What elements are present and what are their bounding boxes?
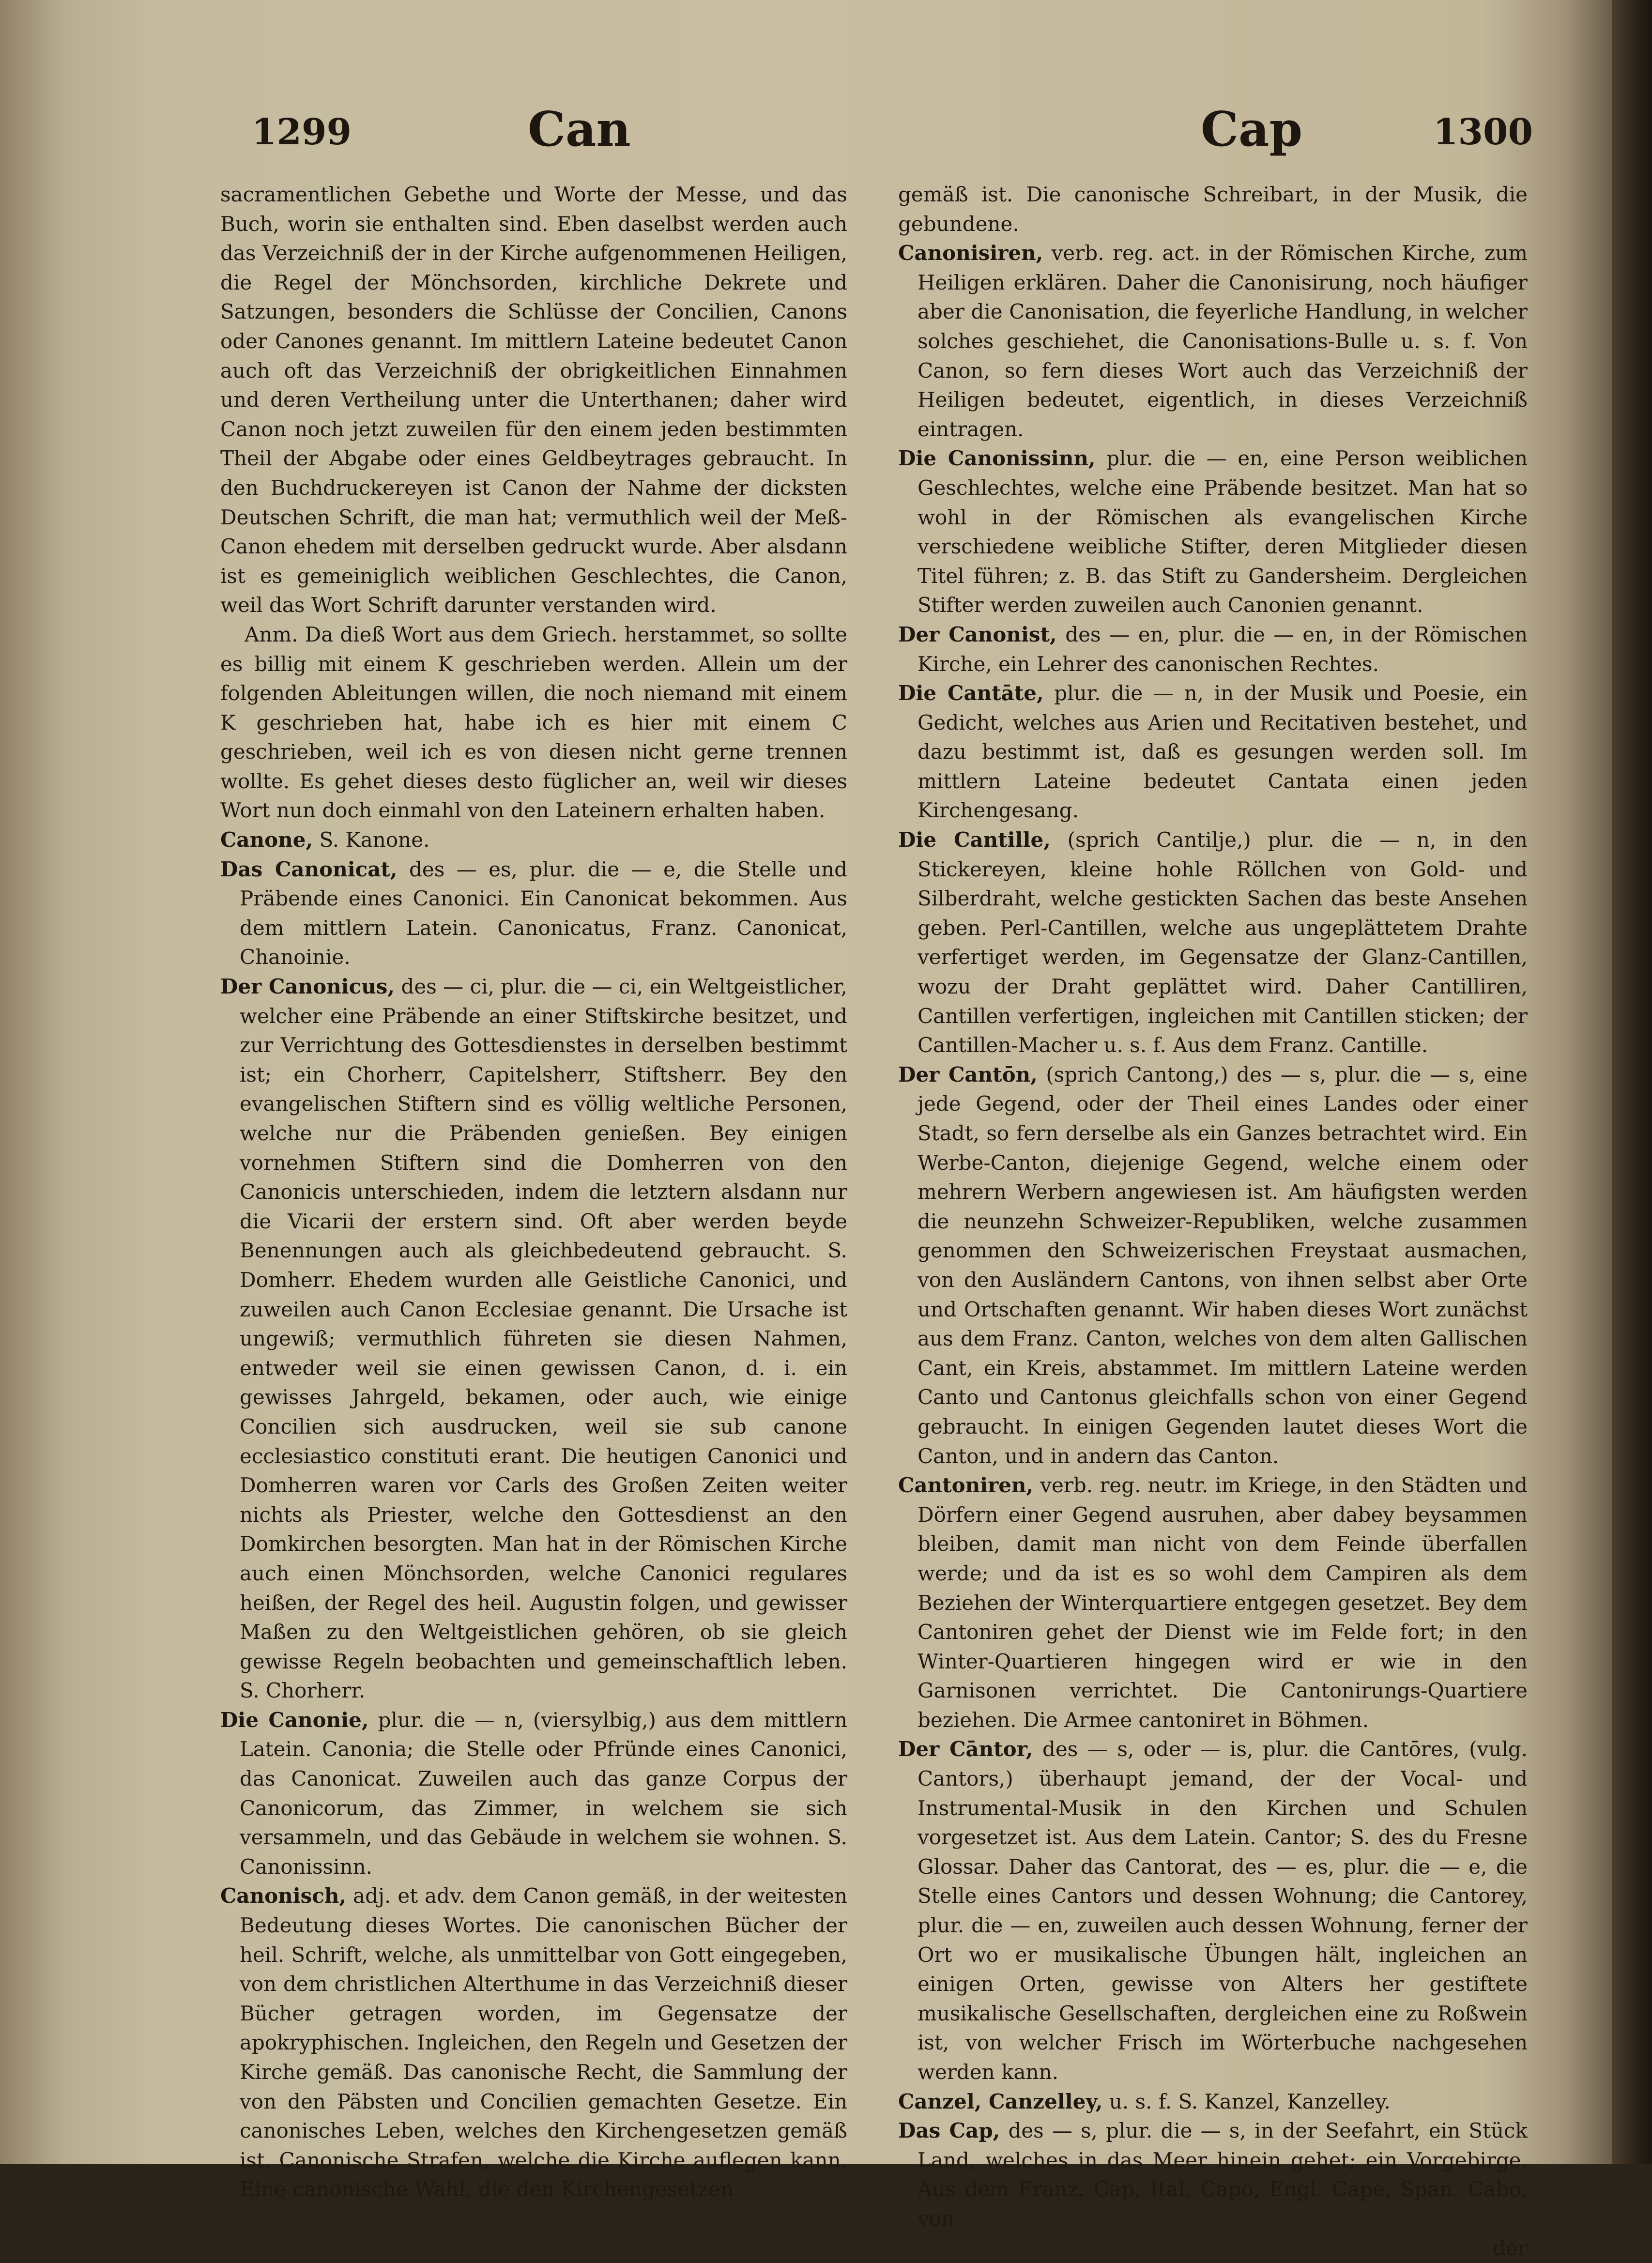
entry-text: plur. die — en, eine Person weiblichen Geschlechtes, welche eine Präbende besitzet. Man hat so wohl in der Römischen als evangelischen Kirche verschiedene weibliche Stifter, deren Mitglieder diesen Titel führen; z. B. das Stift zu Gandersheim. Dergleichen Stifter werden zuweilen auch Canonien genannt.: [918, 446, 1528, 617]
entry-headword: Das Canonicat,: [220, 857, 398, 881]
entry-headword: Canone,: [220, 828, 313, 852]
entry-text: plur. die — n, (viersylbig,) aus dem mittlern Latein. Canonia; die Stelle oder Pfründe eines Canonici, das Canonicat. Zuweilen auch das ganze Corpus der Canonicorum, das Zimmer, in welchem sie sich versammeln, und das Gebäude in welchem sie wohnen. S. Canonissinn.: [240, 1708, 847, 1879]
dictionary-entry: [898, 620, 1528, 679]
dictionary-entry: [898, 2116, 1528, 2233]
entry-text: plur. die — n, in der Musik und Poesie, ein Gedicht, welches aus Arien und Recitativen bestehet, und dazu bestimmt ist, daß es gesungen werden soll. Im mittlern Lateine bedeutet Cantata einen jeden Kirchengesang.: [918, 681, 1528, 823]
dictionary-entry: [898, 826, 1528, 1060]
entry-headword: Canzel, Canzelley,: [898, 2089, 1103, 2113]
entry-headword: Die Cantille,: [898, 828, 1051, 852]
entry-text: adj. et adv. dem Canon gemäß, in der weitesten Bedeutung dieses Wortes. Die canonischen Bücher der heil. Schrift, welche, als unmittelbar von Gott eingegeben, von dem christlichen Alterthume in das Verzeichniß dieser Bücher getragen worden, im Gegensatze der apokryphischen. Ingleichen, den Regeln und Gesetzen der Kirche gemäß. Das canonische Recht, die Sammlung der von den Päbsten und Concilien gemachten Gesetze. Ein canonisches Leben, welches den Kirchengesetzen gemäß ist. Canonische Strafen, welche die Kirche auflegen kann. Eine canonische Wahl, die den Kirchengesetzen: [240, 1884, 847, 2202]
left-head-word: Can: [528, 102, 631, 157]
dictionary-entry: [898, 2087, 1528, 2117]
entry-text: des — es, plur. die — e, die Stelle und Präbende eines Canonici. Ein Canonicat bekommen. Aus dem mittlern Latein. Canonicatus, Franz. Canonicat, Chanoinie.: [240, 857, 847, 969]
entry-text: S. Kanone.: [319, 828, 430, 852]
dictionary-entry: [898, 239, 1528, 444]
entry-headword: Die Canonissinn,: [898, 446, 1096, 471]
entry-headword: Der Canonist,: [898, 622, 1057, 646]
entry-headword: Die Cantāte,: [898, 681, 1044, 705]
dictionary-entry: [898, 1735, 1528, 2087]
dictionary-entry: [898, 1060, 1528, 1471]
entry-text: des — s, plur. die — s, in der Seefahrt, ein Stück Land, welches in das Meer hinein gehet; ein Vorgebirge. Aus dem Franz. Cap, Ital. Capo, Engl. Cape, Span. Cabo, von: [918, 2119, 1528, 2231]
entry-text: des — ci, plur. die — ci, ein Weltgeistlicher, welcher eine Präbende an einer Stiftskirche besitzet, und zur Verrichtung des Gottesdienstes in derselben bestimmt ist; ein Chorherr, Capitelsherr, Stiftsherr. Bey den evangelischen Stiftern sind es völlig weltliche Personen, welche nur die Präbenden genießen. Bey einigen vornehmen Stiftern sind die Domherren von den Canonicis unterschieden, indem die letztern alsdann nur die Vicarii der erstern sind. Oft aber werden beyde Benennungen auch als gleichbedeutend gebraucht. S. Domherr. Ehedem wurden alle Geistliche Canonici, und zuweilen auch Canon Ecclesiae genannt. Die Ursache ist ungewiß; vermuthlich führeten sie diesen Nahmen, entweder weil sie einen gewissen Canon, d. i. ein gewisses Jahrgeld, bekamen, oder auch, wie einige Concilien sich ausdrucken, weil sie sub canone ecclesiastico constituti erant. Die heutigen Canonici und Domherren waren vor Carls des Großen Zeiten weiter nichts als Priester, welche den Gottesdienst an den Domkirchen besorgten. Man hat in der Römischen Kirche auch einen Mönchsorden, welche Canonici regulares heißen, der Regel des heil. Augustin folgen, und gewisser Maßen zu den Weltgeistlichen gehören, ob sie gleich gewisse Regeln beobachten und gemeinschaftlich leben. S. Chorherr.: [240, 975, 848, 1703]
right-column: [898, 180, 1528, 2263]
entry-headword: Cantoniren,: [898, 1473, 1034, 1498]
entry-headword: Die Canonie,: [220, 1708, 369, 1732]
entry-text: des — s, oder — is, plur. die Cantōres, (vulg. Cantors,) überhaupt jemand, der der Vocal- und Instrumental-Musik in den Kirchen und Schulen vorgesetzet ist. Aus dem Latein. Cantor; S. des du Fresne Glossar. Daher das Cantorat, des — es, plur. die — e, die Stelle eines Cantors und dessen Wohnung; die Cantorey, plur. die — en, zuweilen auch dessen Wohnung, ferner der Ort wo er musikalische Übungen hält, ingleichen an einigen Orten, gewisse von Alters her gestiftete musikalische Gesellschaften, dergleichen eine zu Roßwein ist, von welcher Frisch im Wörterbuche nachgesehen werden kann.: [918, 1737, 1528, 2084]
catchword: der: [1493, 2236, 1528, 2260]
entry-headword: Der Cāntor,: [898, 1737, 1033, 1761]
entry-headword: Canonisch,: [220, 1884, 347, 1908]
entry-text: verb. reg. neutr. im Kriege, in den Städten und Dörfern einer Gegend ausruhen, aber dabey beysammen bleiben, damit man nicht von dem Feinde überfallen werde; und da ist es so wohl dem Campiren als dem Beziehen der Winterquartiere entgegen gesetzet. Bey dem Cantoniren gehet der Dienst wie im Felde fort; in den Winter-Quartieren hingegen wird er wie in den Garnisonen verrichtet. Die Cantonirungs-Quartiere beziehen. Die Armee cantoniret in Böhmen.: [918, 1473, 1528, 1732]
dictionary-entry: [898, 444, 1528, 620]
note-paragraph: Anm. Da dieß Wort aus dem Griech. herstammet, so sollte es billig mit einem K geschrieben werden. Allein um der folgenden Ableitungen willen, die noch niemand mit einem K geschrieben hat, habe ich es hier mit einem C geschrieben, weil ich es von diesen nicht gerne trennen wollte. Es gehet dieses desto füglicher an, weil wir dieses Wort nun doch einmahl von den Lateinern erhalten haben.: [220, 622, 847, 823]
entry-headword: Der Cantōn,: [898, 1062, 1038, 1086]
dictionary-entry: [220, 1881, 847, 2204]
entry-text: (sprich Cantong,) des — s, plur. die — s, eine jede Gegend, oder der Theil eines Landes oder einer Stadt, so fern derselbe als ein Ganzes betrachtet wird. Ein Werbe-Canton, diejenige Gegend, welche einem oder mehrern Werbern angewiesen ist. Am häufigsten werden die neunzehn Schweizer-Republiken, welche zusammen genommen den Schweizerischen Freystaat ausmachen, von den Ausländern Cantons, von ihnen selbst aber Orte und Ortschaften genannt. Wir haben dieses Wort zunächst aus dem Franz. Canton, welches von dem alten Gallischen Cant, ein Kreis, abstammet. Im mittlern Lateine werden Canto und Cantonus gleichfalls schon von einer Gegend gebraucht. In einigen Gegenden lautet dieses Wort die Canton, und in andern das Canton.: [918, 1062, 1528, 1468]
left-page-number: 1299: [252, 111, 352, 153]
dictionary-entry: [220, 826, 847, 855]
entry-text: des — en, plur. die — en, in der Römischen Kirche, ein Lehrer des canonischen Rechtes.: [918, 622, 1528, 676]
book-spine: [1612, 0, 1652, 2164]
dictionary-entry: [220, 1706, 847, 1882]
entry-text: verb. reg. act. in der Römischen Kirche, zum Heiligen erklären. Daher die Canonisirung, noch häufiger aber die Canonisation, die feyerliche Handlung, in welcher solches geschiehet, die Canonisations-Bulle u. s. f. Von Canon, so fern dieses Wort auch das Verzeichniß der Heiligen bedeutet, eigentlich, in dieses Verzeichniß eintragen.: [918, 241, 1528, 441]
entry-headword: Das Cap,: [898, 2119, 1000, 2143]
left-column: [220, 180, 847, 2204]
right-page-number: 1300: [1433, 111, 1533, 153]
entry-continuation: gemäß ist. Die canonische Schreibart, in der Musik, die gebundene.: [898, 183, 1528, 236]
entry-text: u. s. f. S. Kanzel, Kanzelley.: [1109, 2089, 1391, 2113]
dictionary-entry: [898, 1471, 1528, 1735]
dictionary-entry: [898, 679, 1528, 826]
entry-continuation: sacramentlichen Gebethe und Worte der Messe, und das Buch, worin sie enthalten sind. Eben daselbst werden auch das Verzeichniß der in der Kirche aufgenommenen Heiligen, die Regel der Mönchsorden, kirchliche Dekrete und Satzungen, besonders die Schlüsse der Concilien, Canons oder Canones genannt. Im mittlern Lateine bedeutet Canon auch oft das Verzeichniß der obrigkeitlichen Einnahmen und deren Vertheilung unter die Unterthanen; daher wird Canon noch jetzt zuweilen für den einem jeden bestimmten Theil der Abgabe oder eines Geldbeytrages gebraucht. In den Buchdruckereyen ist Canon der Nahme der dicksten Deutschen Schrift, die man hat; vermuthlich weil der Meß-Canon ehedem mit derselben gedruckt wurde. Aber alsdann ist es gemeiniglich weiblichen Geschlechtes, die Canon, weil das Wort Schrift darunter verstanden wird.: [220, 183, 847, 617]
entry-headword: Canonisiren,: [898, 241, 1043, 265]
entry-headword: Der Canonicus,: [220, 975, 395, 999]
dictionary-entry: [220, 972, 847, 1706]
entry-text: (sprich Cantilje,) plur. die — n, in den Stickereyen, kleine hohle Röllchen von Gold- und Silberdraht, welche gestickten Sachen das beste Ansehen geben. Perl-Cantillen, welche aus ungeplättetem Drahte verfertiget werden, im Gegensatze der Glanz-Cantillen, wozu der Draht geplättet wird. Daher Cantilliren, Cantillen verfertigen, ingleichen mit Cantillen sticken; der Cantillen-Macher u. s. f. Aus dem Franz. Cantille.: [918, 828, 1528, 1057]
running-header: [0, 102, 1612, 169]
dictionary-entry: [220, 855, 847, 972]
right-head-word: Cap: [1201, 102, 1303, 157]
